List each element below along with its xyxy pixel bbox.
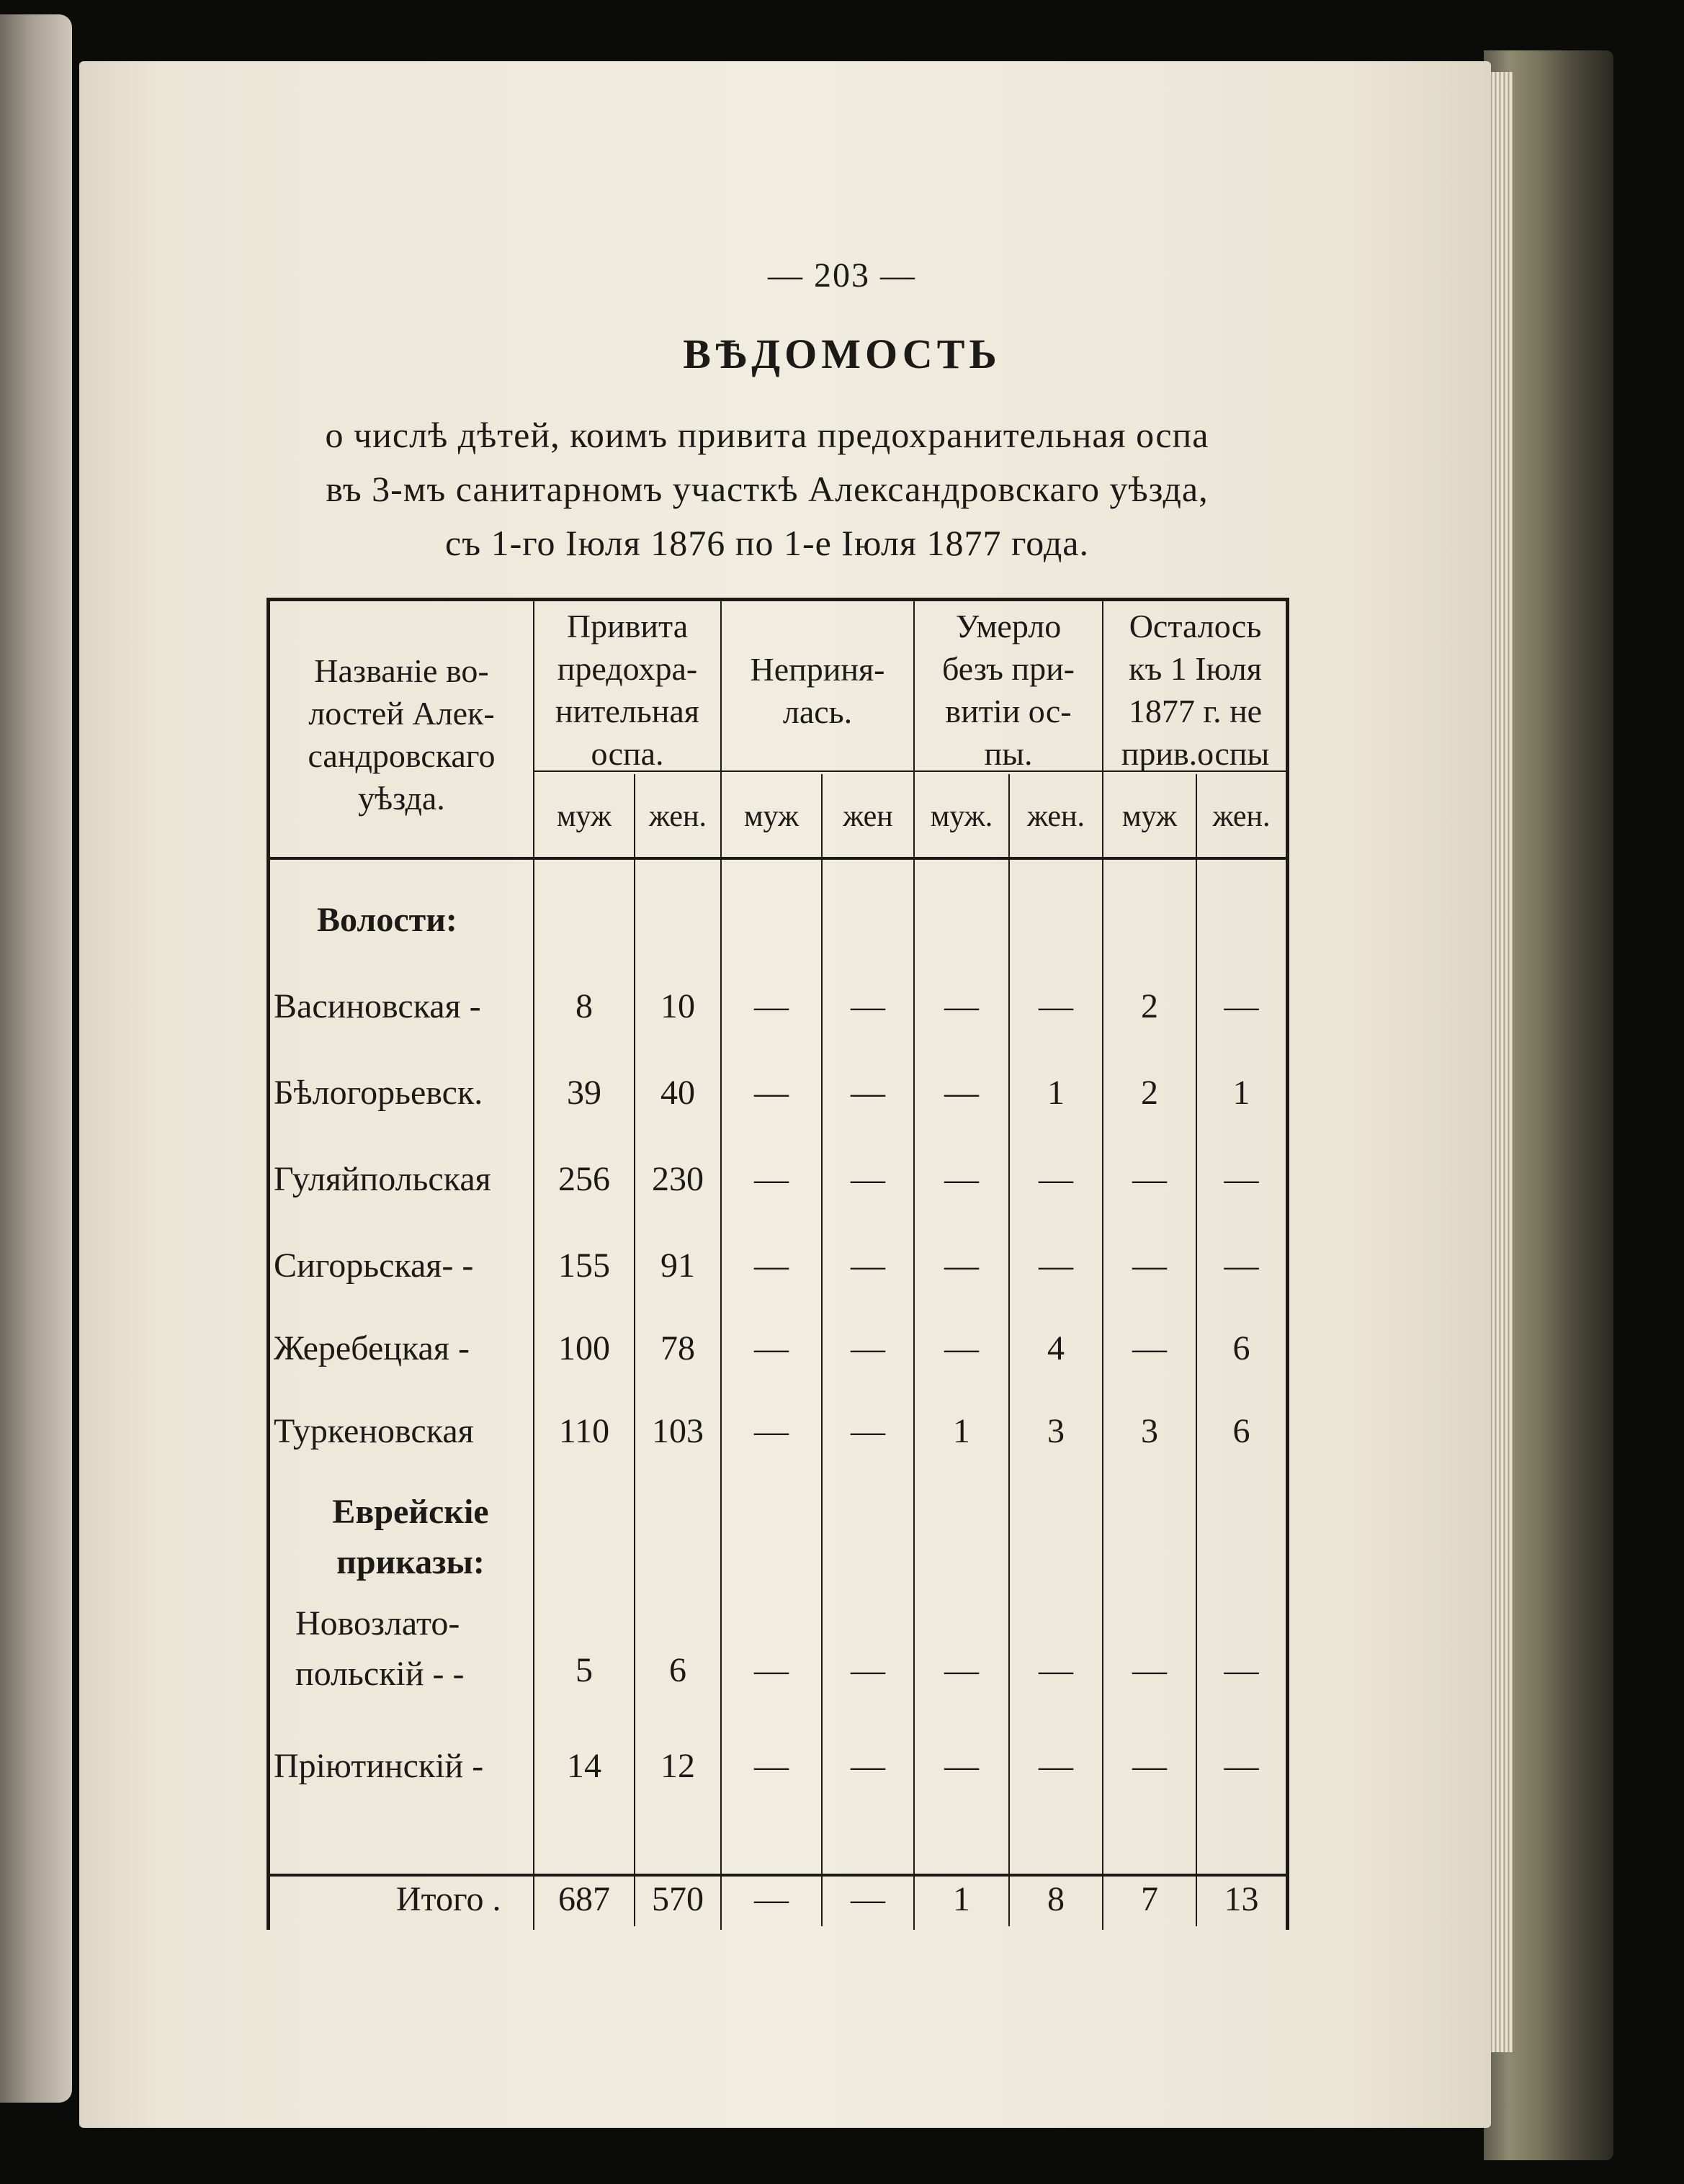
table-cell: — — [1224, 1160, 1259, 1198]
table-cell: — — [851, 1651, 885, 1689]
subheader-male: муж — [556, 800, 612, 833]
table-cell: 13 — [1224, 1880, 1259, 1918]
row-name: Туркеновская — [274, 1412, 474, 1450]
table-cell: — — [944, 987, 979, 1025]
table-cell: — — [944, 1747, 979, 1785]
table-cell: — — [851, 1747, 885, 1785]
subtitle-line-1: о числѣ дѣтей, коимъ привита предохранительная оспа — [325, 415, 1209, 455]
table-cell: 91 — [660, 1246, 695, 1285]
table-cell: — — [754, 1412, 789, 1450]
table-cell: 14 — [567, 1747, 601, 1785]
section-volosti: Волости: — [317, 901, 457, 939]
table-cell: — — [1224, 1246, 1259, 1285]
table-cell: — — [1132, 1651, 1167, 1689]
table-right-border — [1286, 598, 1289, 1930]
table-cell: — — [1224, 1651, 1259, 1689]
table-cell: — — [1039, 1246, 1073, 1285]
table-cell: — — [1132, 1329, 1167, 1367]
table-cell: — — [754, 1880, 789, 1918]
row-name: Гуляйпольская — [274, 1160, 491, 1198]
table-cell: 687 — [558, 1880, 610, 1918]
table-cell: 2 — [1141, 987, 1158, 1025]
row-name: Пріютинскій - — [274, 1747, 484, 1785]
table-cell: — — [754, 1651, 789, 1689]
header-name: Названіе во- лостей Алек- сандровскаго уѣзда. — [308, 652, 496, 817]
table-cell: — — [944, 1246, 979, 1285]
table-cell: 8 — [575, 987, 593, 1025]
table-cell: 40 — [660, 1074, 695, 1112]
table-cell: 12 — [660, 1747, 695, 1785]
table-cell: — — [944, 1651, 979, 1689]
table-cell: — — [754, 1246, 789, 1285]
table-cell: 8 — [1047, 1880, 1065, 1918]
table-cell: — — [1224, 987, 1259, 1025]
table-cell: — — [851, 1246, 885, 1285]
table-cell: 1 — [953, 1412, 970, 1450]
table-cell: 6 — [1232, 1329, 1250, 1367]
table-cell: 3 — [1047, 1412, 1065, 1450]
table-cell: — — [1132, 1246, 1167, 1285]
subheader-female: жен. — [1026, 800, 1085, 833]
subtitle-line-2: въ 3-мъ санитарномъ участкѣ Александровскаго уѣзда, — [326, 469, 1209, 509]
vaccination-table — [259, 598, 1289, 1931]
table-cell: — — [1039, 1651, 1073, 1689]
table-cell: — — [1039, 1747, 1073, 1785]
table-cell: — — [754, 1329, 789, 1367]
table-cell: — — [851, 1160, 885, 1198]
page-title: ВѢДОМОСТЬ — [683, 331, 1001, 377]
total-label: Итого . — [396, 1880, 501, 1918]
table-cell: — — [754, 1160, 789, 1198]
table-cell: 10 — [660, 987, 695, 1025]
table-cell: — — [754, 1074, 789, 1112]
table-cell: 6 — [669, 1651, 686, 1689]
table-cell: 1 — [1232, 1074, 1250, 1112]
row-name: Бѣлогорьевск. — [274, 1074, 483, 1112]
subtitle-line-3: съ 1-го Іюля 1876 по 1-е Іюля 1877 года. — [445, 523, 1089, 563]
table-cell: — — [1132, 1747, 1167, 1785]
table-cell: — — [754, 1747, 789, 1785]
table-cell: 1 — [1047, 1074, 1065, 1112]
section-jewish: Еврейскіе приказы: — [332, 1493, 489, 1581]
table-cell: 1 — [953, 1880, 970, 1918]
table-cell: 4 — [1047, 1329, 1065, 1367]
table-cell: — — [851, 987, 885, 1025]
table-cell: — — [1224, 1747, 1259, 1785]
table-cell: — — [754, 987, 789, 1025]
left-page-edge — [0, 14, 72, 2103]
table-cell: 39 — [567, 1074, 601, 1112]
table-cell: — — [1039, 1160, 1073, 1198]
header-vaccinated: Привита предохра- нительная оспа. — [555, 608, 699, 772]
table-cell: 2 — [1141, 1074, 1158, 1112]
table-cell: 155 — [558, 1246, 610, 1285]
subheader-male: муж — [1121, 800, 1178, 833]
page-number: — 203 — — [768, 256, 916, 295]
subheader-female: жен — [843, 800, 893, 833]
header-bottom-rule — [267, 857, 1289, 860]
subheader-male: муж — [743, 800, 800, 833]
table-cell: 230 — [652, 1160, 704, 1198]
total-rule — [267, 1874, 1289, 1877]
subheader-female: жен. — [1212, 800, 1271, 833]
table-cell: 78 — [660, 1329, 695, 1367]
table-cell: 7 — [1141, 1880, 1158, 1918]
table-cell: — — [1132, 1160, 1167, 1198]
table-cell: — — [851, 1880, 885, 1918]
table-cell: — — [944, 1074, 979, 1112]
table-cell: — — [851, 1412, 885, 1450]
subheader-female: жен. — [648, 800, 707, 833]
header-not-taken: Неприня- лась. — [750, 651, 885, 730]
subheader-male: муж. — [930, 800, 993, 833]
table-cell: — — [851, 1074, 885, 1112]
table-cell: — — [944, 1329, 979, 1367]
table-cell: — — [1039, 987, 1073, 1025]
row-name: Сигорьская- - — [274, 1246, 474, 1285]
table-cell: 6 — [1232, 1412, 1250, 1450]
row-name: Новозлато- польскій - - — [295, 1604, 465, 1693]
header-died: Умерло безъ при- витіи ос- пы. — [942, 608, 1075, 772]
table-cell: 256 — [558, 1160, 610, 1198]
table-cell: 570 — [652, 1880, 704, 1918]
table-cell: 103 — [652, 1412, 704, 1450]
table-cell: 100 — [558, 1329, 610, 1367]
row-name: Васиновская - — [274, 987, 481, 1025]
table-cell: 3 — [1141, 1412, 1158, 1450]
table-cell: — — [944, 1160, 979, 1198]
table-cell: 5 — [575, 1651, 593, 1689]
row-name: Жеребецкая - — [274, 1329, 470, 1367]
header-remaining: Осталось къ 1 Іюля 1877 г. не прив.оспы — [1121, 608, 1270, 772]
table-cell: 110 — [558, 1412, 610, 1450]
table-cell: — — [851, 1329, 885, 1367]
table-top-rule — [267, 598, 1289, 601]
